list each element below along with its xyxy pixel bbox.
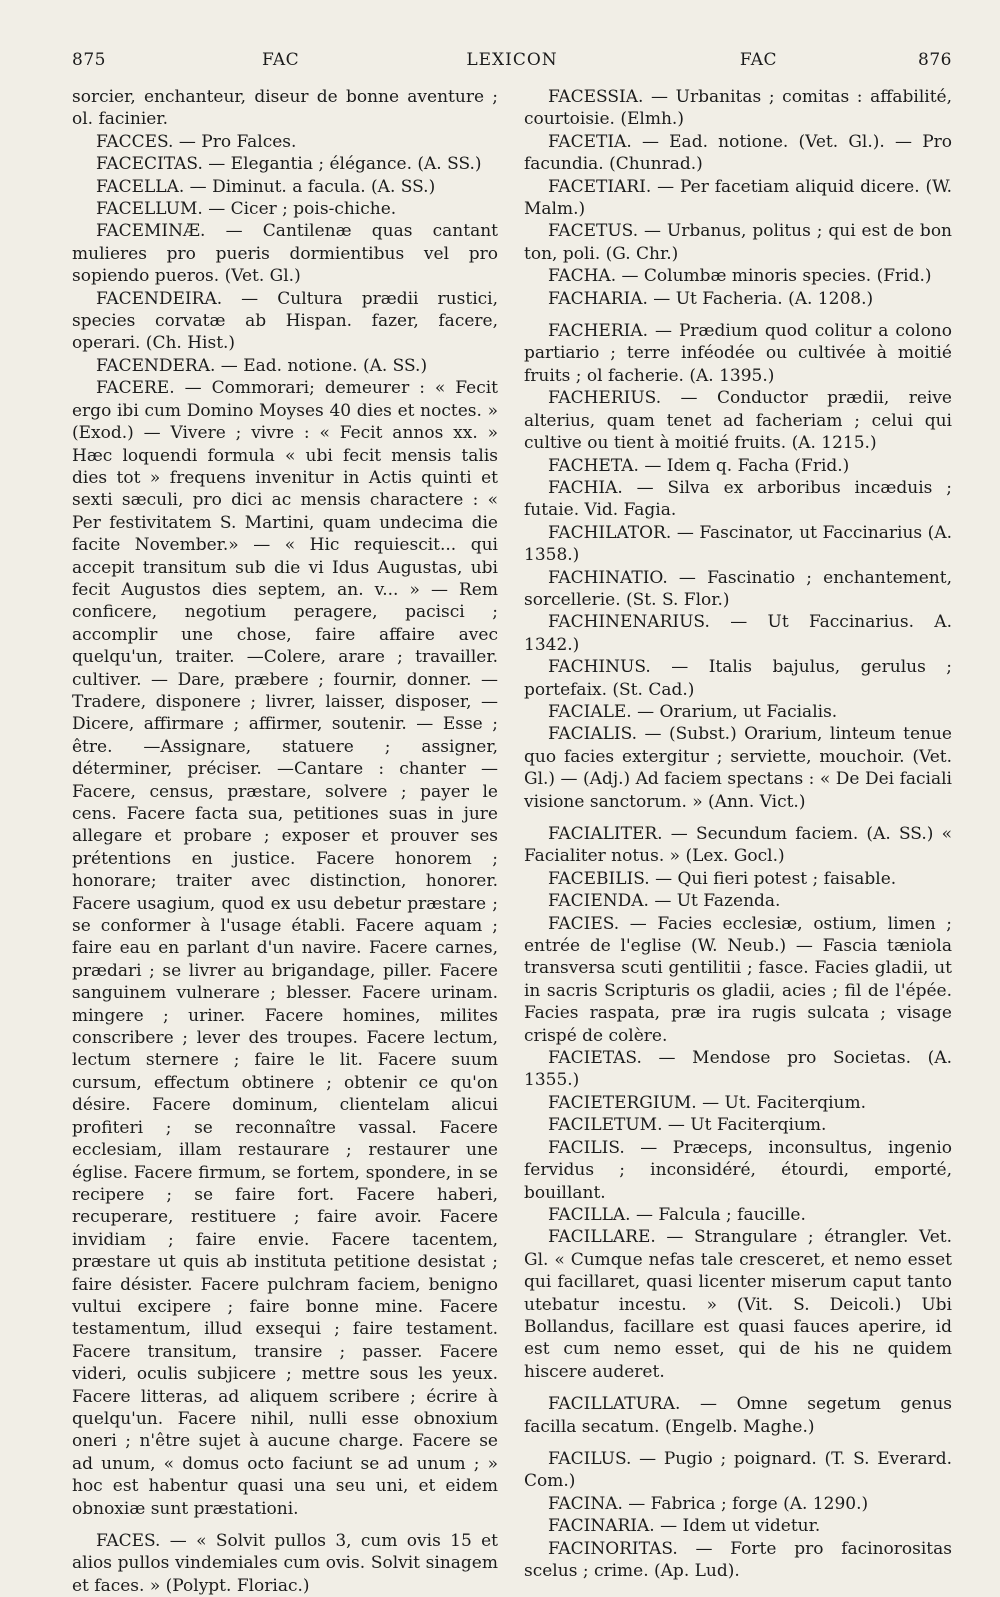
dictionary-entry: FACETIA. — Ead. notione. (Vet. Gl.). — Pro facundia. (Chunrad.)	[524, 131, 952, 175]
dictionary-entry: FACENDEIRA. — Cultura prædii rustici, species corvatæ ab Hispan. fazer, facere, operari. (Ch. Hist.)	[72, 288, 498, 354]
running-header	[72, 50, 952, 76]
dictionary-entry: FACIALIS. — (Subst.) Orarium, linteum tenue quo facies extergitur ; serviette, mouchoir. (Vet. Gl.) — (Adj.) Ad faciem spectans : « De Dei faciali visione sanctorum. » (Ann. Vict.)	[524, 724, 952, 812]
dictionary-entry: FACILETUM. — Ut Faciterqium.	[548, 1115, 827, 1136]
dictionary-entry: FACILLA. — Falcula ; faucille.	[548, 1204, 806, 1225]
dictionary-entry: FACIALE. — Orarium, ut Facialis.	[548, 701, 838, 722]
dictionary-entry: FACHARIA. — Ut Facheria. (A. 1208.)	[548, 288, 874, 309]
dictionary-entry: FACHIA. — Silva ex arboribus incæduis ; futaie. Vid. Fagia.	[524, 477, 952, 521]
dictionary-entry: FACETIARI. — Per facetiam aliquid dicere. (W. Malm.)	[524, 176, 952, 220]
left-column	[72, 86, 498, 1597]
dictionary-entry: FACIALITER. — Secundum faciem. (A. SS.) « Facialiter notus. » (Lex. Gocl.)	[524, 824, 952, 867]
dictionary-entry: FACINA. — Fabrica ; forge (A. 1290.)	[548, 1493, 869, 1514]
dictionary-entry: FACIETAS. — Mendose pro Societas. (A. 1355.)	[524, 1048, 952, 1091]
dictionary-entry: FACENDERA. — Ead. notione. (A. SS.)	[96, 355, 428, 376]
guide-word-left: FAC	[262, 50, 300, 70]
dictionary-entry: FACHA. — Columbæ minoris species. (Frid.)	[548, 266, 932, 287]
dictionary-entry: FACIENDA. — Ut Fazenda.	[548, 891, 781, 912]
dictionary-entry: FACIETERGIUM. — Ut. Faciterqium.	[548, 1092, 867, 1113]
dictionary-entry: FACILLATURA. — Omne segetum genus facilla secatum. (Engelb. Maghe.)	[524, 1394, 952, 1437]
guide-word-right: FAC	[739, 50, 777, 70]
dictionary-entry: FACES. — « Solvit pullos 3, cum ovis 15 et alios pullos vindemiales cum ovis. Solvit sinagem et faces. » (Polypt. Floriac.)	[72, 1531, 498, 1596]
dictionary-entry: FACILIS. — Præceps, inconsultus, ingenio fervidus ; inconsidéré, étourdi, emporté, bouillant.	[524, 1137, 952, 1203]
dictionary-entry: FACHINENARIUS. — Ut Faccinarius. A. 1342.)	[524, 612, 952, 655]
dictionary-entry: FACHINATIO. — Fascinatio ; enchantement, sorcellerie. (St. S. Flor.)	[524, 567, 952, 610]
dictionary-entry: FACHILATOR. — Fascinator, ut Faccinarius (A. 1358.)	[524, 522, 952, 566]
dictionary-entry: FACILUS. — Pugio ; poignard. (T. S. Everard. Com.)	[524, 1448, 952, 1492]
dictionary-entry: FACHINUS. — Italis bajulus, gerulus ; portefaix. (St. Cad.)	[524, 657, 952, 700]
page-number-left: 875	[72, 50, 106, 70]
dictionary-entry: FACELLA. — Diminut. a facula. (A. SS.)	[96, 176, 436, 197]
dictionary-entry: FACINORITAS. — Forte pro facinorositas scelus ; crime. (Ap. Lud).	[524, 1538, 952, 1581]
dictionary-entry: FACCES. — Pro Falces.	[96, 131, 297, 152]
dictionary-entry: sorcier, enchanteur, diseur de bonne aventure ; ol. facinier.	[72, 87, 498, 130]
dictionary-entry: FACILLARE. — Strangulare ; étrangler. Vet. Gl. « Cumque nefas tale cresceret, et nemo esset qui facillaret, quasi licenter miserum caput tanto utebatur incestu. » (Vit. S. Deicoli.) Ubi Bollandus, facillare est quasi fauces aperire, id est cum nemo esset, qui de his ne quidem hiscere auderet.	[524, 1227, 952, 1382]
dictionary-entry: FACERE. — Commorari; demeurer : « Fecit ergo ibi cum Domino Moyses 40 dies et noctes. » (Exod.) — Vivere ; vivre : « Fecit annos xx. » Hæc loquendi formula « ubi fecit mensis talis dies tot » frequens invenitur in Actis quinti et sexti sæculi, pro dici ac mensis charactere : « Per festivitatem S. Martini, quam undecima die facite November.» — « Hic requiescit... qui accepit transitum sub die vi Idus Augustas, ubi fecit Augustos dies septem, an. v... » — Rem conficere, negotium peragere, pacisci ; accomplir une chose, faire affaire avec quelqu'un, traiter. —Colere, arare ; travailler. cultiver. — Dare, præbere ; fournir, donner. —Tradere, disponere ; livrer, laisser, disposer, — Dicere, affirmare ; affirmer, soutenir. — Esse ; être. —Assignare, statuere ; assigner, déterminer, préciser. —Cantare : chanter — Facere, census, præstare, solvere ; payer le cens. Facere facta sua, petitiones suas in jure allegare et probare ; exposer et prouver ses prétentions en justice. Facere honorem ; honorare; traiter avec distinction, honorer. Facere usagium, quod ex usu debetur præstare ; se conformer à l'usage établi. Facere aquam ; faire eau en parlant d'un navire. Facere carnes, prædari ; se livrer au brigandage, piller. Facere sanguinem vulnerare ; blesser. Facere urinam. mingere ; uriner. Facere homines, milites conscribere ; lever des troupes. Facere lectum, lectum sternere ; faire le lit. Facere suum cursum, effectum obtinere ; obtenir ce qu'on désire. Facere dominum, clientelam alicui profiteri ; se reconnaître vassal. Facere ecclesiam, illam restaurare ; restaurer une église. Facere firmum, se fortem, spondere, in se recipere ; se faire fort. Facere haberi, recuperare, restituere ; faire avoir. Facere invidiam ; faire envie. Facere tacentem, præstare ut quis ab instituta petitione desistat ; faire désister. Facere pulchram faciem, benigno vultui excipere ; faire bonne mine. Facere testamentum, illud exsequi ; faire testament. Facere transitum, transire ; passer. Facere videri, oculis subjicere ; mettre sous les yeux. Facere litteras, ad aliquem scribere ; écrire à quelqu'un. Facere nihil, nulli esse obnoxium oneri ; n'être sujet à aucune charge. Facere se ad unum, « domus octo faciunt se ad unum ; » hoc est habentur quasi una seu uni, et eidem obnoxiæ sunt præstationi.	[72, 378, 498, 1519]
dictionary-entry: FACINARIA. — Idem ut videtur.	[548, 1516, 821, 1537]
dictionary-entry: FACHERIUS. — Conductor prædii, reive alterius, quam tenet ad facheriam ; celui qui cultive ou tient à moitié fruits. (A. 1215.)	[524, 388, 952, 454]
running-title: LEXICON	[466, 50, 558, 70]
page-number-right: 876	[918, 50, 952, 70]
dictionary-entry: FACIES. — Facies ecclesiæ, ostium, limen ; entrée de l'eglise (W. Neub.) — Fascia tæniola transversa scuti gentilitii ; fasce. Facies gladii, ut in sacris Scripturis os gladii, acies ; fil de l'épée. Facies raspata, præ ira rugis sulcata ; visage crispé de colère.	[524, 913, 952, 1046]
dictionary-entry: FACESSIA. — Urbanitas ; comitas : affabilité, courtoisie. (Elmh.)	[524, 87, 952, 130]
dictionary-entry: FACECITAS. — Elegantia ; élégance. (A. SS.)	[96, 154, 482, 175]
dictionary-entry: FACETUS. — Urbanus, politus ; qui est de bon ton, poli. (G. Chr.)	[524, 221, 952, 264]
dictionary-entry: FACEBILIS. — Qui fieri potest ; faisable.	[548, 868, 897, 889]
dictionary-entry: FACHETA. — Idem q. Facha (Frid.)	[548, 455, 850, 476]
dictionary-entry: FACELLUM. — Cicer ; pois-chiche.	[96, 199, 397, 220]
right-column	[524, 86, 952, 1582]
dictionary-entry: FACHERIA. — Prædium quod colitur a colono partiario ; terre inféodée ou cultivée à moitié fruits ; ol facherie. (A. 1395.)	[524, 321, 952, 386]
dictionary-entry: FACEMINÆ. — Cantilenæ quas cantant mulieres pro pueris dormientibus vel pro sopiendo pueros. (Vet. Gl.)	[72, 221, 498, 287]
